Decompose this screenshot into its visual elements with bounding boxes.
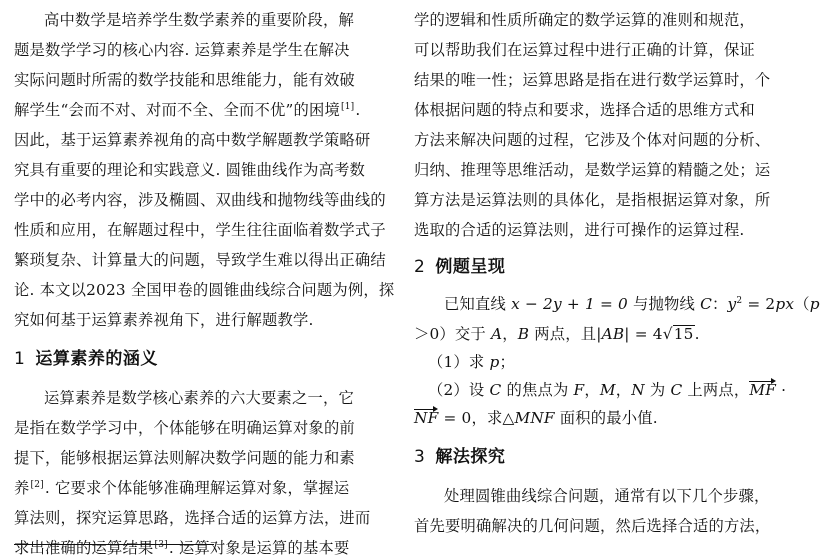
problem-question-2-cont <box>414 408 658 428</box>
text-span: = 2 <box>742 295 776 313</box>
footnote-divider <box>14 544 214 545</box>
text-span: ， <box>584 381 600 399</box>
math-expression: x − 2y + 1 = 0 <box>511 295 628 313</box>
text-line <box>14 538 349 558</box>
math-var: px <box>775 295 795 313</box>
sqrt-radicand: 15 <box>673 325 694 343</box>
text-span: = 0，求△ <box>438 409 515 427</box>
problem-line-2 <box>414 324 700 344</box>
text-line: 可以帮助我们在运算过程中进行正确的计算，保证 <box>414 41 755 59</box>
math-var: y <box>727 295 737 313</box>
section-heading-2 <box>414 256 505 278</box>
text-span: 解学生“会而不对、对而不全、全而不优”的困境 <box>14 101 340 119</box>
text-span: 求出准确的运算结果 <box>14 539 154 557</box>
section-title: 解法探究 <box>435 447 506 467</box>
text-line: 结果的唯一性；运算思路是指在进行数学运算时，个 <box>414 71 771 89</box>
text-line: 论. 本文以2023 全国甲卷的圆锥曲线综合问题为例，探 <box>14 281 395 299</box>
math-var: C <box>489 381 502 399</box>
text-span: （ <box>794 295 810 313</box>
math-var: p <box>489 353 500 371</box>
text-line: 高中数学是培养学生数学素养的重要阶段，解 <box>44 11 354 29</box>
problem-question-2 <box>428 380 786 400</box>
text-span: （1）求 <box>428 353 490 371</box>
sqrt-sign: √ <box>662 325 673 343</box>
text-line: 题是数学学习的核心内容. 运算素养是学生在解决 <box>14 41 350 59</box>
text-span: · <box>776 381 787 399</box>
text-line: 首先要明确解决的几何问题，然后选择合适的方法， <box>414 517 771 535</box>
section-number: 3 <box>414 447 426 467</box>
math-var: C <box>670 381 683 399</box>
math-var: M <box>599 381 616 399</box>
text-line: 体根据问题的特点和要求，选择合适的思维方式和 <box>414 101 755 119</box>
math-var: AB <box>601 325 625 343</box>
section-heading-3 <box>414 446 505 468</box>
math-exponent: 2 <box>736 296 743 306</box>
text-span: 两点，且| <box>529 325 602 343</box>
text-span: ； <box>499 353 515 371</box>
problem-line-1 <box>444 294 820 314</box>
text-line: 运算素养是数学核心素养的六大要素之一，它 <box>44 389 354 407</box>
vector-nf: NF <box>414 409 439 427</box>
text-span: （2）设 <box>428 381 490 399</box>
text-span: ＞0）交于 <box>414 325 491 343</box>
text-line: 归纳、推理等思维活动，是数学运算的精髓之处；运 <box>414 161 771 179</box>
text-span: 上两点， <box>682 381 750 399</box>
section-number: 1 <box>14 349 26 369</box>
text-line: 性质和应用，在解题过程中，学生往往面临着数学式子 <box>14 221 386 239</box>
text-span: | = 4 <box>624 325 663 343</box>
text-span: . <box>694 325 700 343</box>
text-span: ， <box>615 381 632 399</box>
math-var: N <box>631 381 645 399</box>
text-line: 解学生“会而不对、对而不全、全而不优”的困境[1]. <box>14 101 361 119</box>
text-line: 究如何基于运算素养视角下，进行解题教学. <box>14 311 314 329</box>
text-line: 处理圆锥曲线综合问题，通常有以下几个步骤， <box>444 487 770 505</box>
math-var: B <box>517 325 530 343</box>
text-line: 学的逻辑和性质所确定的数学运算的准则和规范， <box>414 11 755 29</box>
section-heading-1 <box>14 348 158 370</box>
problem-question-1 <box>428 352 515 372</box>
text-line <box>14 478 349 498</box>
text-span: 的焦点为 <box>501 381 574 399</box>
text-span: . 运算对象是运算的基本要 <box>168 539 350 557</box>
text-span: 面积的最小值. <box>554 409 658 427</box>
text-line: 繁琐复杂、计算量大的问题，导致学生难以得出正确结 <box>14 251 386 269</box>
text-line: 方法来解决问题的过程，它涉及个体对问题的分析、 <box>414 131 771 149</box>
text-line: 是指在数学学习中，个体能够在明确运算对象的前 <box>14 419 355 437</box>
math-var: A <box>490 325 503 343</box>
text-line: 究具有重要的理论和实践意义. 圆锥曲线作为高考数 <box>14 161 366 179</box>
citation-ref: [3] <box>154 540 168 550</box>
citation-ref: [1] <box>340 102 355 112</box>
section-title: 例题呈现 <box>435 257 506 277</box>
math-var: MNF <box>514 409 555 427</box>
text-line: 算法则，探究运算思路，选择合适的运算方法，进而 <box>14 509 371 527</box>
section-number: 2 <box>414 257 426 277</box>
text-span: 养 <box>14 479 30 497</box>
text-line: 因此，基于运算素养视角的高中数学解题教学策略研 <box>14 131 371 149</box>
text-line: 选取的合适的运算法则，进行可操作的运算过程. <box>414 221 745 239</box>
text-span: 已知直线 <box>444 295 512 313</box>
citation-ref: [2] <box>30 480 44 490</box>
text-line: 算方法是运算法则的具体化，是指根据运算对象，所 <box>414 191 771 209</box>
text-span: . 它要求个体能够准确理解运算对象，掌握运 <box>44 479 350 497</box>
section-title: 运算素养的涵义 <box>35 349 158 369</box>
vector-mf: MF <box>749 381 777 399</box>
math-var: F <box>573 381 585 399</box>
text-span: ， <box>502 325 518 343</box>
text-span: 与抛物线 <box>627 295 701 313</box>
math-var: C <box>700 295 712 313</box>
text-line: 学中的必考内容，涉及椭圆、双曲线和抛物线等曲线的 <box>14 191 386 209</box>
math-var: p <box>809 295 820 313</box>
text-span: ： <box>712 295 728 313</box>
text-line: 提下，能够根据运算法则解决数学问题的能力和素 <box>14 449 355 467</box>
text-span: 为 <box>644 381 671 399</box>
text-line: 实际问题时所需的数学技能和思维能力，能有效破 <box>14 71 355 89</box>
